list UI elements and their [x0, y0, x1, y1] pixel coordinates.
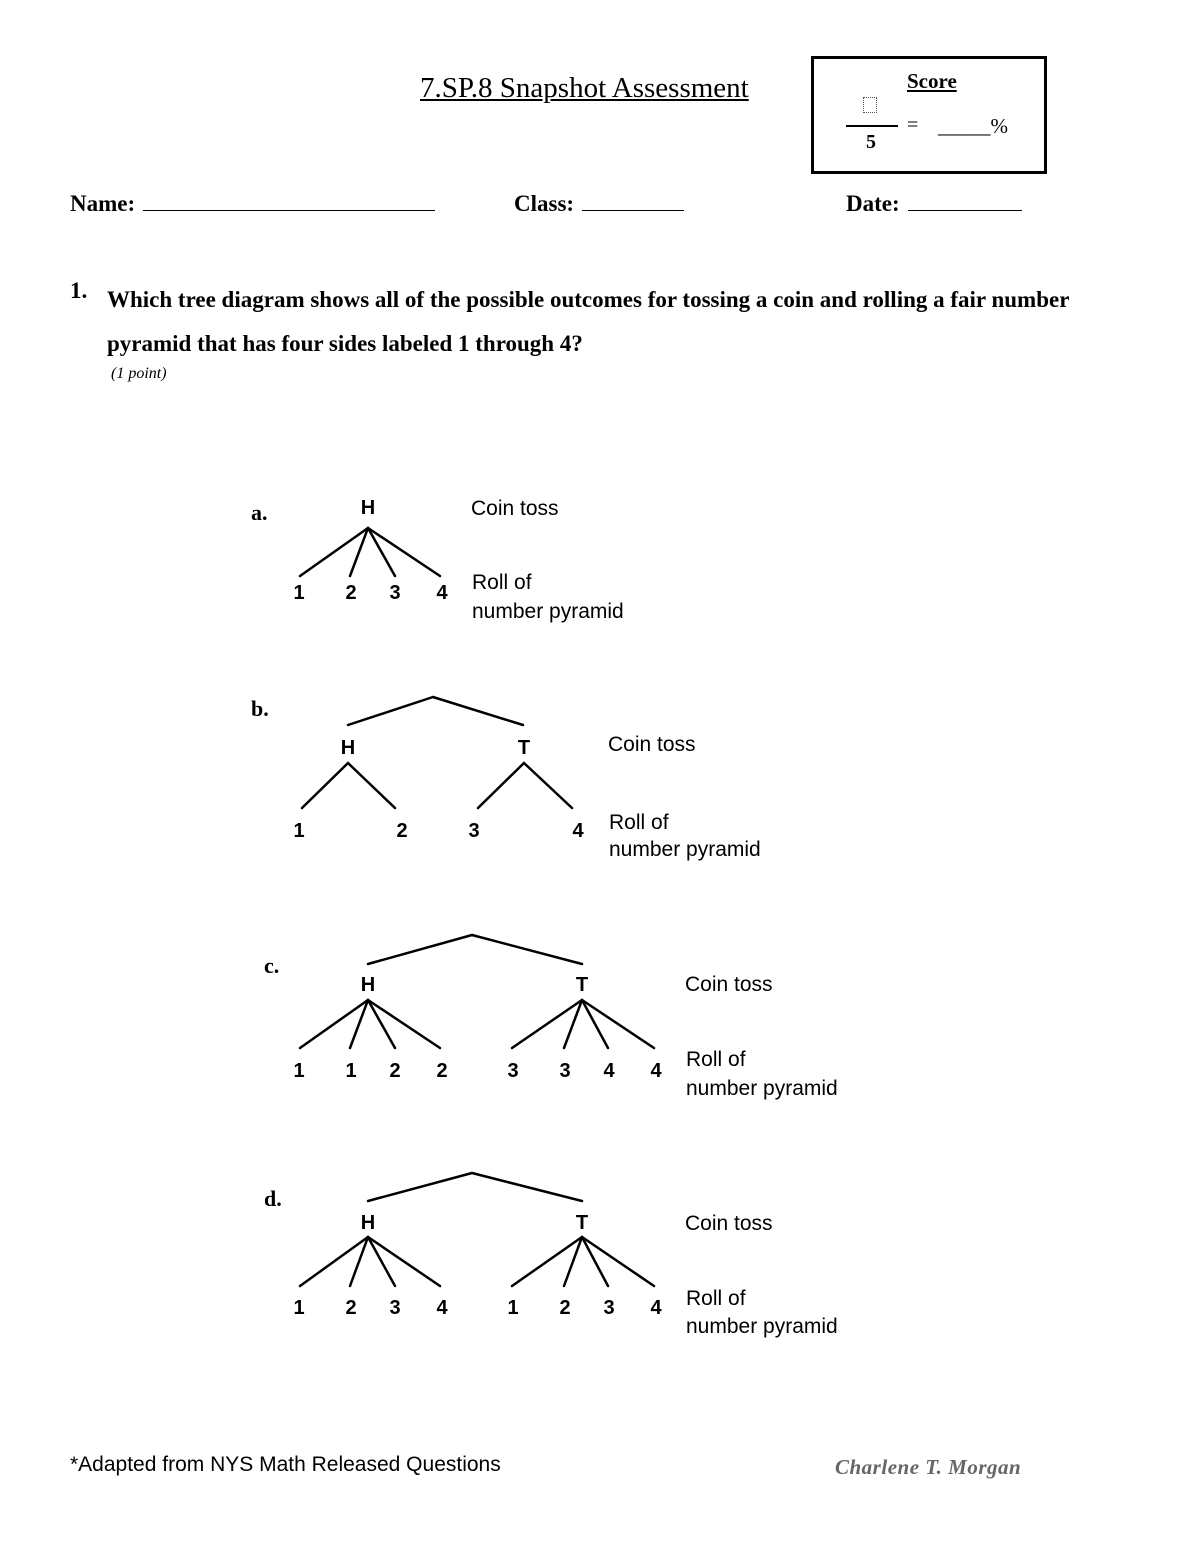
- outcome-node: 4: [603, 1060, 615, 1082]
- outcome-node: 3: [468, 820, 480, 842]
- class-label: Class:: [514, 191, 575, 216]
- score-label: Score: [907, 69, 957, 93]
- branch-line: [478, 763, 524, 808]
- branch-line: [302, 763, 348, 808]
- outcome-node: 2: [389, 1060, 401, 1082]
- branch-line: [368, 1237, 395, 1286]
- branch-line: [512, 1000, 582, 1048]
- roll-label-line2: number pyramid: [472, 600, 624, 623]
- name-label: Name:: [70, 191, 136, 216]
- outcome-node: 1: [507, 1297, 519, 1319]
- outcome-node: 4: [436, 582, 448, 604]
- option-b-letter[interactable]: b.: [251, 696, 269, 721]
- outcome-node: 1: [345, 1060, 357, 1082]
- roll-label-line2: number pyramid: [686, 1077, 838, 1100]
- outcome-node: 2: [396, 820, 408, 842]
- root-line: [472, 1173, 582, 1201]
- branch-line: [348, 763, 395, 808]
- branch-line: [368, 528, 440, 576]
- outcome-node: 4: [436, 1297, 448, 1319]
- root-line: [368, 935, 472, 964]
- class-blank[interactable]: [582, 190, 684, 211]
- outcome-node: 3: [559, 1060, 571, 1082]
- class-field: [514, 190, 684, 217]
- tree-diagram-a: [280, 490, 680, 630]
- branch-line: [582, 1237, 654, 1286]
- coin-node-h: H: [340, 737, 356, 759]
- author-signature: Charlene T. Morgan: [835, 1455, 1022, 1479]
- branch-line: [368, 528, 395, 576]
- page-title: 7.SP.8 Snapshot Assessment: [420, 72, 749, 104]
- branch-line: [582, 1000, 654, 1048]
- root-line: [472, 935, 582, 964]
- name-field: [70, 190, 435, 217]
- roll-label-line2: number pyramid: [609, 838, 761, 861]
- tree-diagram-c: [280, 925, 880, 1105]
- outcome-node: 1: [293, 1060, 305, 1082]
- roll-label-line1: Roll of: [609, 811, 669, 834]
- outcome-node: 2: [559, 1297, 571, 1319]
- name-blank[interactable]: [143, 190, 435, 211]
- tree-diagram-d: [280, 1163, 880, 1343]
- branch-line: [524, 763, 572, 808]
- coin-node-h: H: [360, 1212, 376, 1234]
- outcome-node: 1: [293, 1297, 305, 1319]
- branch-line: [368, 1000, 395, 1048]
- roll-label-line1: Roll of: [686, 1048, 746, 1071]
- branch-line: [368, 1000, 440, 1048]
- outcome-node: 2: [436, 1060, 448, 1082]
- outcome-node: 4: [650, 1060, 662, 1082]
- outcome-node: 1: [293, 820, 305, 842]
- coin-toss-label: Coin toss: [685, 973, 773, 996]
- roll-label-line2: number pyramid: [686, 1315, 838, 1338]
- source-note: *Adapted from NYS Math Released Questions: [70, 1453, 501, 1476]
- date-label: Date:: [846, 191, 900, 216]
- date-blank[interactable]: [908, 190, 1022, 211]
- coin-node-t: T: [517, 737, 531, 759]
- coin-node-t: T: [575, 1212, 589, 1234]
- branch-line: [368, 1237, 440, 1286]
- coin-toss-label: Coin toss: [608, 733, 696, 756]
- coin-node-h: H: [360, 974, 376, 996]
- outcome-node: 3: [603, 1297, 615, 1319]
- date-field: [846, 190, 1022, 217]
- outcome-node: 1: [293, 582, 305, 604]
- outcome-node: 3: [507, 1060, 519, 1082]
- score-denominator: 5: [866, 131, 876, 153]
- coin-node-t: T: [575, 974, 589, 996]
- outcome-node: 4: [650, 1297, 662, 1319]
- outcome-node: 2: [345, 582, 357, 604]
- tree-diagram-b: [280, 685, 820, 870]
- score-percent-blank: _____%: [938, 114, 1008, 138]
- question-number: 1.: [70, 278, 88, 303]
- coin-toss-label: Coin toss: [471, 497, 559, 520]
- coin-node-h: H: [360, 497, 376, 519]
- option-c-letter[interactable]: c.: [264, 953, 280, 978]
- score-box: [811, 56, 1047, 174]
- root-line: [368, 1173, 472, 1201]
- roll-label-line1: Roll of: [686, 1287, 746, 1310]
- equals-sign: =: [907, 114, 919, 136]
- root-line: [348, 697, 433, 725]
- branch-line: [512, 1237, 582, 1286]
- question-points: (1 point): [111, 365, 167, 382]
- outcome-node: 3: [389, 582, 401, 604]
- coin-toss-label: Coin toss: [685, 1212, 773, 1235]
- roll-label-line1: Roll of: [472, 571, 532, 594]
- option-d-letter[interactable]: d.: [264, 1186, 282, 1211]
- outcome-node: 3: [389, 1297, 401, 1319]
- root-line: [433, 697, 523, 725]
- score-numerator-blank[interactable]: [863, 97, 877, 113]
- option-a-letter[interactable]: a.: [251, 500, 268, 525]
- fraction-bar: [846, 125, 898, 127]
- outcome-node: 2: [345, 1297, 357, 1319]
- question-text: Which tree diagram shows all of the possible outcomes for tossing a coin and rolling a fair number pyramid that has four sides labeled 1 through 4?: [107, 287, 1070, 356]
- outcome-node: 4: [572, 820, 584, 842]
